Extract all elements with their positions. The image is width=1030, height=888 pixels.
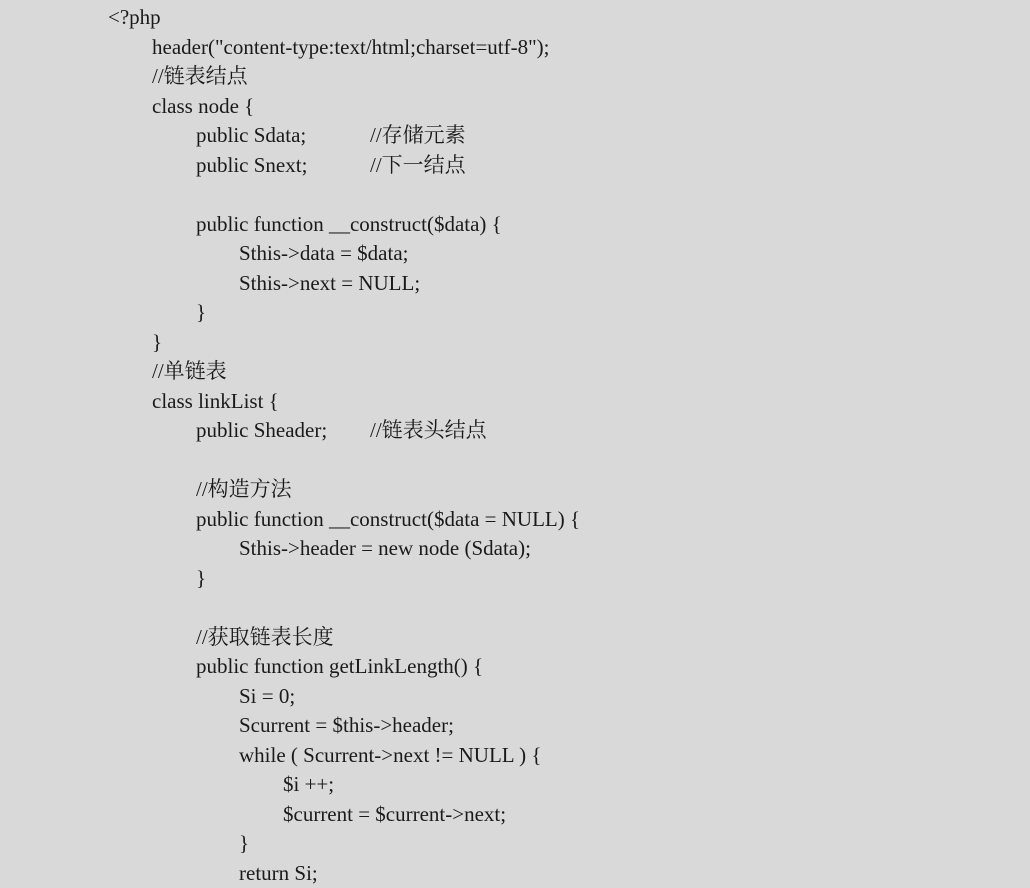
code-line (0, 741, 1030, 771)
code-line (0, 269, 1030, 299)
code-comment: //下一结点 (370, 151, 466, 181)
code-line (0, 623, 1030, 653)
code-comment: //链表头结点 (370, 416, 487, 446)
code-line (0, 446, 1030, 476)
code-line (0, 416, 1030, 446)
code-line (0, 180, 1030, 210)
code-text: header("content-type:text/html;charset=utf-8"); (152, 33, 550, 63)
code-line (0, 33, 1030, 63)
code-line (0, 298, 1030, 328)
code-text: //链表结点 (152, 62, 248, 92)
code-line (0, 711, 1030, 741)
code-line (0, 357, 1030, 387)
code-line (0, 800, 1030, 830)
code-line (0, 652, 1030, 682)
code-line (0, 387, 1030, 417)
code-text: public Sheader; (196, 416, 327, 446)
code-line (0, 92, 1030, 122)
code-line (0, 682, 1030, 712)
code-text: } (152, 328, 162, 358)
code-text: //获取链表长度 (196, 623, 334, 653)
code-line (0, 210, 1030, 240)
code-text: Sthis->data = $data; (239, 239, 409, 269)
code-text: Si = 0; (239, 682, 295, 712)
code-line (0, 505, 1030, 535)
code-line (0, 121, 1030, 151)
code-text: //单链表 (152, 357, 227, 387)
code-text: return Si; (239, 859, 318, 888)
code-text: public function __construct($data = NULL) { (196, 505, 580, 535)
code-line (0, 3, 1030, 33)
code-text: while ( Scurrent->next != NULL ) { (239, 741, 541, 771)
code-text: //构造方法 (196, 475, 292, 505)
code-text: public Snext; (196, 151, 307, 181)
code-text: class linkList { (152, 387, 279, 417)
code-text: $i ++; (283, 770, 334, 800)
code-text: Sthis->header = new node (Sdata); (239, 534, 531, 564)
code-comment: //存储元素 (370, 121, 466, 151)
code-text: $current = $current->next; (283, 800, 506, 830)
code-text: public function __construct($data) { (196, 210, 502, 240)
code-text: Sthis->next = NULL; (239, 269, 420, 299)
code-text: } (196, 298, 206, 328)
code-line (0, 328, 1030, 358)
code-text: Scurrent = $this->header; (239, 711, 454, 741)
code-text: public function getLinkLength() { (196, 652, 483, 682)
code-line (0, 475, 1030, 505)
code-text: <?php (108, 3, 161, 33)
code-line (0, 593, 1030, 623)
code-line (0, 62, 1030, 92)
code-text: } (239, 829, 249, 859)
code-line (0, 151, 1030, 181)
code-text: class node { (152, 92, 254, 122)
code-line (0, 564, 1030, 594)
code-line (0, 239, 1030, 269)
code-line (0, 770, 1030, 800)
code-line (0, 829, 1030, 859)
code-line (0, 534, 1030, 564)
code-text: public Sdata; (196, 121, 306, 151)
code-text: } (196, 564, 206, 594)
